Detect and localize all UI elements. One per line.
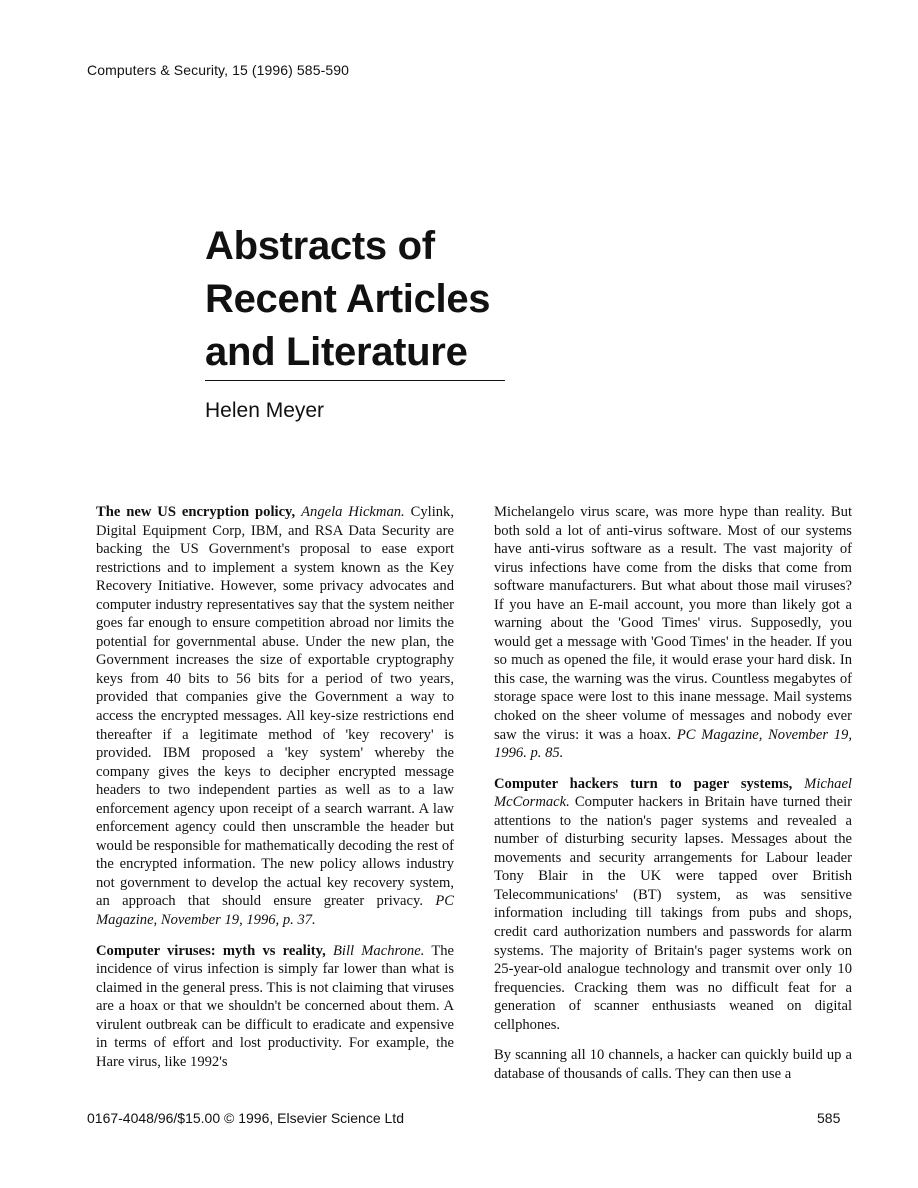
abstract-title: The new US encryption policy, <box>96 504 296 520</box>
title-line-1: Abstracts of <box>205 224 435 268</box>
abstract-author: Michael McCormack. <box>494 775 852 811</box>
abstract-entry <box>96 503 454 930</box>
right-column <box>494 503 852 1095</box>
page-number: 585 <box>817 1110 841 1126</box>
abstract-citation: PC Magazine, November 19, 1996. p. 85. <box>494 726 852 762</box>
abstract-title: Computer viruses: myth vs reality, <box>96 942 326 959</box>
title-line-2: Recent Articles <box>205 277 491 321</box>
abstract-body: Cylink, Digital Equipment Corp, IBM, and RSA Data Security are backing the US Government's proposal to ease export restrictions and to implement a system known as the Key Recovery Initiative. However, some privacy advocates and computer industry representatives say that the system neither goes far enough to ensure competition abroad nor limits the potential for governmental abuse. Under the new plan, the Government increases the size of exportable cryptography keys from 40 bits to 56 bits for a period of two years, provided that companies give the Government a way to access the encrypted messages. All key-size restrictions end thereafter if a legitimate method of 'key recovery' is provided. IBM proposed a 'key system' whereby the company gives the keys to decipher encrypted message headers to two independent parties as well as to a law enforcement agency upon receipt of a search warrant. A law enforcement agency could then unscramble the header but would be responsible for mathematically decoding the rest of the encrypted information. The new policy allows industry not government to develop the actual key recovery system, an approach that should ensure greater privacy. <box>96 504 454 910</box>
abstract-author: Bill Machrone. <box>332 942 425 959</box>
abstract-entry-continued <box>494 503 852 763</box>
title-rule <box>205 380 505 381</box>
abstract-body-part-1: The incidence of virus infection is simply far lower than what is claimed in the general press. This is not claiming that viruses are a hoax or that we shouldn't be concerned about them. A virulent outbreak can be difficult to eradicate and expensive in terms of effort and lost productivity. For example, the Hare virus, like 1992's <box>96 942 455 1070</box>
article-title <box>205 220 585 379</box>
journal-running-head: Computers & Security, 15 (1996) 585-590 <box>87 62 349 78</box>
abstract-author: Angela Hickman. <box>301 504 405 520</box>
left-column <box>96 503 454 1083</box>
abstract-continuation: By scanning all 10 channels, a hacker can quickly build up a database of thousands of calls. They can then use a <box>494 1047 852 1082</box>
abstract-title: Computer hackers turn to pager systems, <box>494 775 793 792</box>
abstract-citation: PC Magazine, November 19, 1996, p. 37. <box>96 893 454 929</box>
abstract-body-part-2: Michelangelo virus scare, was more hype than reality. But both sold a lot of anti-virus software. Most of our systems have anti-virus software as a result. The vast majority of virus infections have come from the disks that come from software manufacturers. But what about those mail viruses? If you have an E-mail account, you more than likely got a warning about the 'Good Times' virus. Supposedly, you would get a message with 'Good Times' in the header. If you so much as opened the file, it would erase your hard disk. In this case, the warning was the virus. Countless megabytes of storage space were lost to this inane message. Mail systems choked on the sheer volume of messages and nobody ever saw the virus: it was a hoax. <box>494 504 852 743</box>
issn-copyright-line: 0167-4048/96/$15.00 © 1996, Elsevier Science Ltd <box>87 1110 404 1126</box>
abstract-entry <box>96 942 454 1072</box>
title-line-3: and Literature <box>205 330 468 374</box>
article-author: Helen Meyer <box>205 399 325 422</box>
abstract-entry <box>494 775 852 1035</box>
abstract-body: Computer hackers in Britain have turned their attentions to the nation's pager systems and revealed a number of disturbing security lapses. Messages about the movements and security arrangements for Labour leader Tony Blair in the UK were tapped over British Telecommunications' (BT) system, as was sensitive information including till takings from pubs and shops, credit card authorization numbers and passwords for alarm systems. The majority of Britain's pager systems work on 25-year-old analogue technology and transmit over only 10 frequencies. Cracking them was no difficult feat for a generation of scanner enthusiasts weaned on digital cellphones. <box>494 794 852 1033</box>
